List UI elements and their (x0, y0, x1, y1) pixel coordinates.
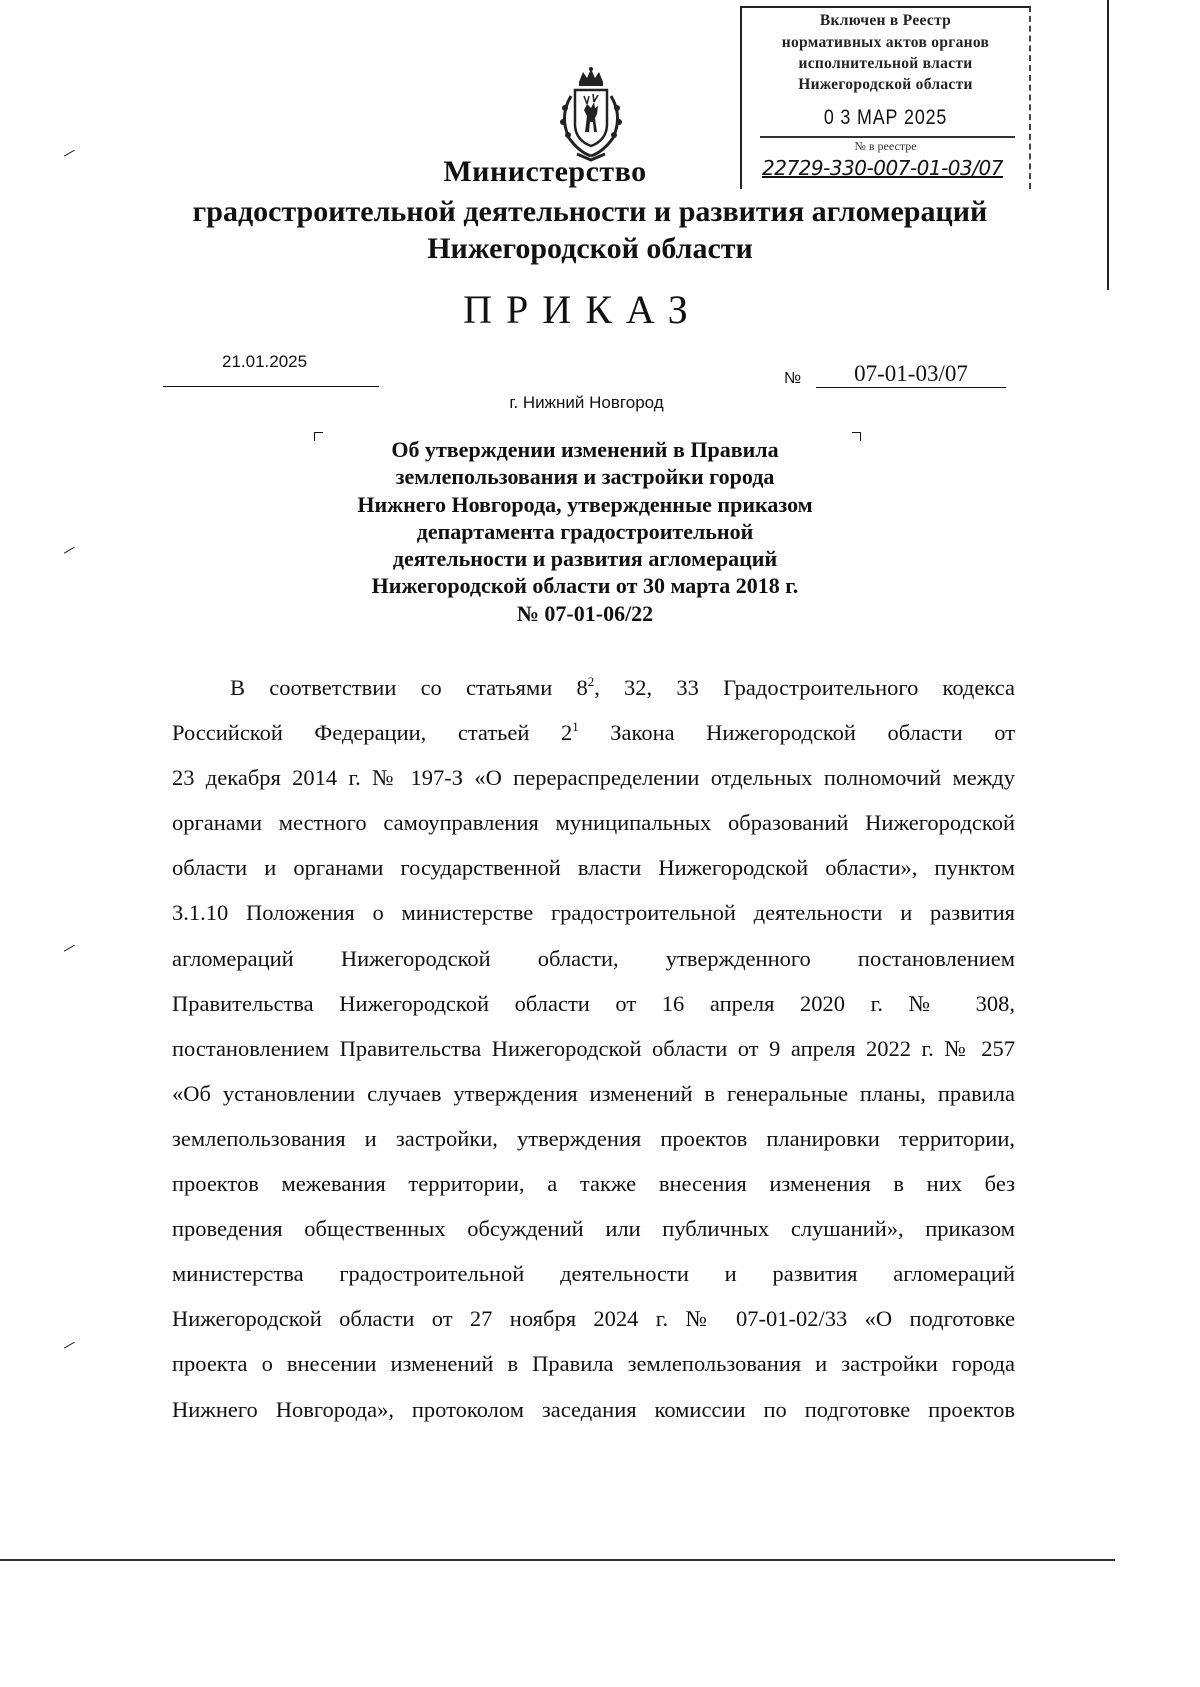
stamp-divider (760, 136, 1015, 138)
body-line: Нижнего Новгорода», протоколом заседания комиссии по подготовке проектов (172, 1396, 1015, 1422)
title-line: департамента градостроительной (416, 518, 754, 544)
stamp-line: Нижегородской области (798, 76, 973, 93)
stamp-reg-number: 22729-330-007-01-03/07 (762, 156, 1003, 180)
margin-tick-mark (61, 145, 74, 156)
body-line: проекта о внесении изменений в Правила землепользования и застройки города (172, 1351, 1015, 1377)
margin-tick-mark (61, 940, 74, 951)
stamp-date: 0 3 МАР 2025 (823, 106, 948, 129)
stamp-reg-label: № в реестре (854, 139, 917, 153)
number-underline (816, 387, 1006, 388)
order-date: 21.01.2025 (222, 352, 308, 371)
date-underline (163, 386, 379, 387)
scan-edge-line (0, 1559, 1115, 1561)
title-corner-mark (852, 432, 861, 441)
stamp-line: Включен в Реестр (819, 12, 952, 29)
body-line: агломераций Нижегородской области, утвержденного постановлением (172, 945, 1015, 971)
ministry-name: Министерство (443, 155, 647, 188)
order-number: 07-01-03/07 (854, 361, 968, 386)
title-line: Об утверждении изменений в Правила (391, 437, 779, 462)
ministry-region: Нижегородской области (427, 232, 753, 265)
title-line: деятельности и развития агломераций (392, 546, 778, 572)
body-line: области и органами государственной власти Нижегородской области», пунктом (172, 855, 1015, 881)
stamp-line: исполнительной власти (798, 55, 973, 72)
title-line: Нижегородской области от 30 марта 2018 г. (371, 573, 799, 599)
body-line: 23 декабря 2014 г. № 197-З «О перераспределении отдельных полномочий между (172, 765, 1015, 791)
body-line: проведения общественных обсуждений или публичных слушаний», приказом (172, 1216, 1015, 1242)
margin-tick-mark (61, 542, 74, 553)
order-title (320, 436, 850, 627)
body-line: землепользования и застройки, утверждения проектов планировки территории, (172, 1125, 1015, 1151)
coat-of-arms-icon (551, 66, 631, 162)
body-line: «Об установлении случаев утверждения изменений в генеральные планы, правила (172, 1080, 1015, 1106)
body-line: 3.1.10 Положения о министерстве градостроительной деятельности и развития (172, 900, 1015, 926)
number-sign: № (784, 370, 802, 387)
body-line: органами местного самоуправления муниципальных образований Нижегородской (172, 810, 1015, 836)
stamp-line: нормативных актов органов (781, 34, 990, 51)
order-body (172, 665, 1015, 1432)
body-line: министерства градостроительной деятельности и развития агломераций (172, 1261, 1015, 1287)
body-line: проектов межевания территории, а также внесения изменения в них без (172, 1171, 1015, 1197)
title-line: № 07-01-06/22 (516, 600, 654, 626)
body-line: Российской Федерации, статьей $2^1$ Закона Нижегородской области от (172, 719, 1015, 746)
title-line: Нижнего Новгорода, утвержденные приказом (357, 491, 813, 517)
title-line: землепользования и застройки города (395, 464, 775, 490)
body-line: постановлением Правительства Нижегородской области от 9 апреля 2022 г. № 257 (172, 1035, 1015, 1061)
body-line: Нижегородской области от 27 ноября 2024 г. № 07-01-02/33 «О подготовке (172, 1306, 1015, 1332)
body-line: Правительства Нижегородской области от 16 апреля 2020 г. № 308, (172, 990, 1015, 1016)
ministry-name: градостроительной деятельности и развития агломераций (192, 195, 988, 228)
body-line: В соответствии со статьями $8^2$, 32, 33 Градостроительного кодекса (230, 674, 1015, 700)
order-city: г. Нижний Новгород (509, 393, 664, 412)
margin-tick-mark (61, 1337, 74, 1348)
document-type: ПРИКАЗ (463, 287, 702, 332)
